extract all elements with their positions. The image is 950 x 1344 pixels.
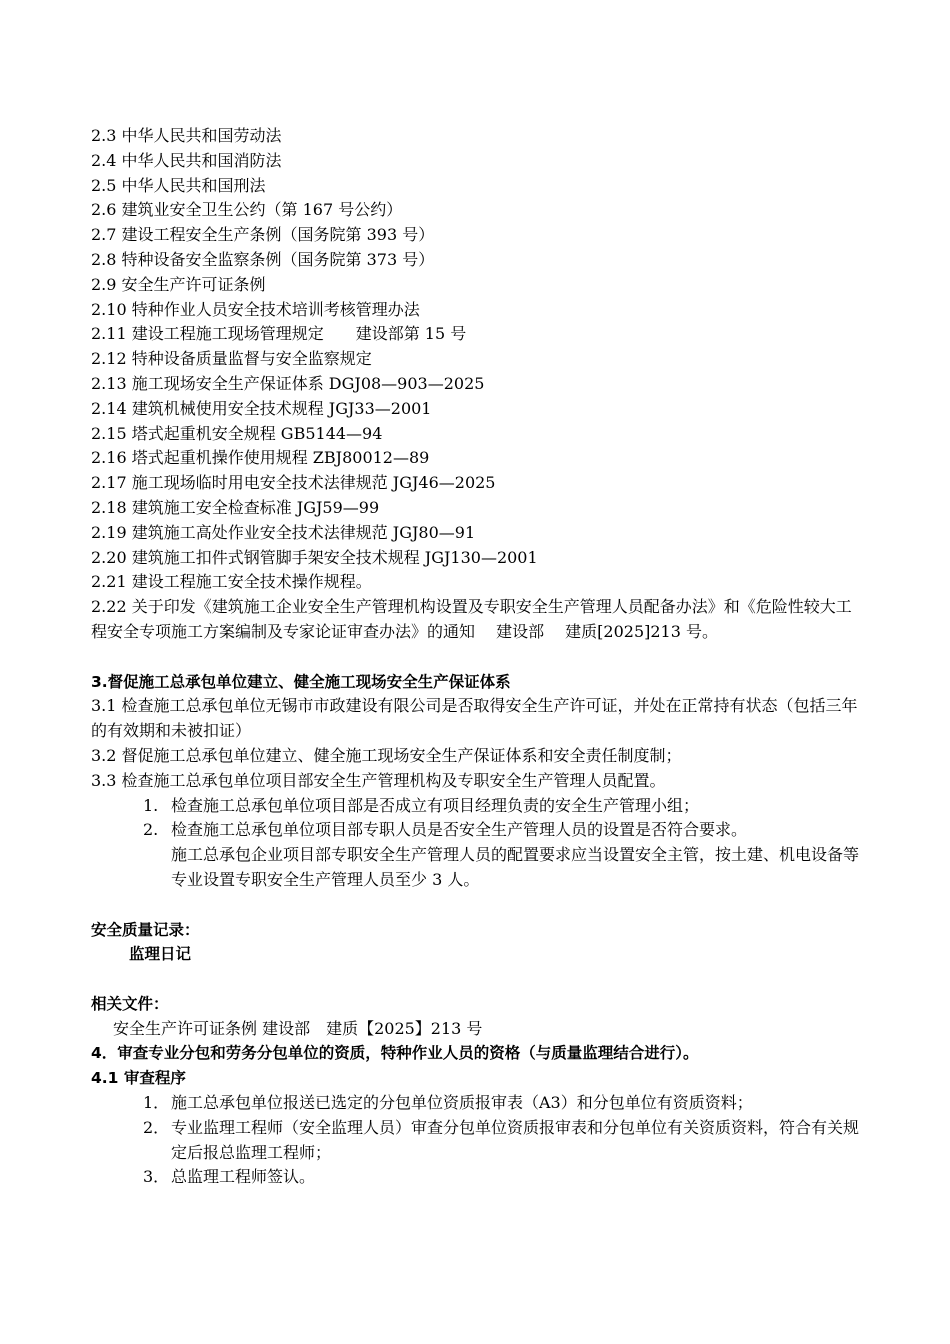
law-item: 2.15 塔式起重机安全规程 GB5144—94 (91, 423, 383, 443)
law-item: 2.4 中华人民共和国消防法 (91, 150, 282, 170)
spacer (91, 893, 871, 918)
step-number: 1． (143, 1093, 170, 1113)
law-item: 2.17 施工现场临时用电安全技术法律规范 JGJ46—2025 (91, 473, 496, 493)
records-section (91, 918, 871, 968)
law-item: 2.7 建设工程安全生产条例（国务院第 393 号） (91, 225, 435, 245)
law-item-2-22: 2.22 关于印发《建筑施工企业安全生产管理机构设置及专职安全生产管理人员配备办法》和《危险性较大工程安全专项施工方案编制及专家论证审查办法》的通知 建设部 建质[2025]213 号。 (91, 597, 852, 641)
item-text: 检查施工总承包单位项目部是否成立有项目经理负责的安全生产管理小组； (171, 795, 700, 815)
section-3-heading: 3.督促施工总承包单位建立、健全施工现场安全生产保证体系 (91, 672, 511, 691)
section-4-heading: 4．审查专业分包和劳务分包单位的资质，特种作业人员的资格（与质量监理结合进行）。 (91, 1044, 699, 1063)
item-number: 1. (143, 795, 159, 815)
step-text: 专业监理工程师（安全监理人员）审查分包单位资质报审表和分包单位有关资质资料，符合有关规定后报总监理工程师； (171, 1117, 860, 1162)
law-item: 2.18 建筑施工安全检查标准 JGJ59—99 (91, 497, 380, 517)
related-files-heading: 相关文件： (91, 994, 169, 1013)
law-item: 2.20 建筑施工扣件式钢管脚手架安全技术规程 JGJ130—2001 (91, 547, 538, 567)
records-item: 监理日记 (129, 945, 192, 964)
law-item: 2.3 中华人民共和国劳动法 (91, 126, 282, 145)
law-item: 2.6 建筑业安全卫生公约（第 167 号公约） (91, 200, 403, 220)
law-item: 2.16 塔式起重机操作使用规程 ZBJ80012—89 (91, 448, 430, 468)
section-4-step (91, 1165, 871, 1190)
records-heading: 安全质量记录： (91, 920, 200, 939)
law-item: 2.10 特种作业人员安全技术培训考核管理办法 (91, 299, 420, 319)
section-4-step (91, 1091, 871, 1116)
related-files-section (91, 992, 871, 1042)
law-item: 2.14 建筑机械使用安全技术规程 JGJ33—2001 (91, 398, 432, 418)
step-text: 施工总承包单位报送已选定的分包单位资质报审表（A3）和分包单位有资质资料； (171, 1093, 753, 1113)
law-item: 2.8 特种设备安全监察条例（国务院第 373 号） (91, 249, 435, 269)
item-text: 检查施工总承包单位项目部专职人员是否安全生产管理人员的设置是否符合要求。 (171, 820, 748, 840)
law-item: 2.9 安全生产许可证条例 (91, 274, 266, 294)
section-3-3-item-2 (91, 818, 871, 843)
step-number: 2． (143, 1117, 170, 1137)
section-3-1: 3.1 检查施工总承包单位无锡市市政建设有限公司是否取得安全生产许可证，并处在正常持有状态（包括三年的有效期和未被扣证） (91, 696, 858, 741)
step-text: 总监理工程师签认。 (171, 1167, 316, 1187)
section-3-3: 3.3 检查施工总承包单位项目部安全生产管理机构及专职安全生产管理人员配置。 (91, 770, 666, 790)
law-item: 2.12 特种设备质量监督与安全监察规定 (91, 349, 372, 369)
related-files-item: 安全生产许可证条例 建设部 建质【2025】213 号 (113, 1018, 483, 1038)
item-number: 2. (143, 820, 159, 840)
section-3-3-item-1 (91, 794, 871, 819)
step-number: 3． (143, 1167, 170, 1187)
law-item: 2.21 建设工程施工安全技术操作规程。 (91, 572, 372, 592)
section-3-2: 3.2 督促施工总承包单位建立、健全施工现场安全生产保证体系和安全责任制度制； (91, 745, 682, 765)
section-4 (91, 1041, 871, 1190)
section-4-1-heading: 4.1 审查程序 (91, 1069, 186, 1088)
document-body (91, 124, 871, 1190)
law-item: 2.5 中华人民共和国刑法 (91, 175, 266, 195)
spacer (91, 645, 871, 670)
section-3 (91, 670, 871, 893)
law-item: 2.11 建设工程施工现场管理规定 建设部第 15 号 (91, 324, 467, 344)
section-4-step (91, 1116, 871, 1166)
law-item: 2.19 建筑施工高处作业安全技术法律规范 JGJ80—91 (91, 522, 476, 542)
law-list (91, 124, 871, 645)
law-item: 2.13 施工现场安全生产保证体系 DGJ08—903—2025 (91, 373, 485, 393)
section-3-3-item-2-continuation: 施工总承包企业项目部专职安全生产管理人员的配置要求应当设置安全主管，按土建、机电设备等专业设置专职安全生产管理人员至少 3 人。 (171, 845, 860, 889)
spacer (91, 967, 871, 992)
